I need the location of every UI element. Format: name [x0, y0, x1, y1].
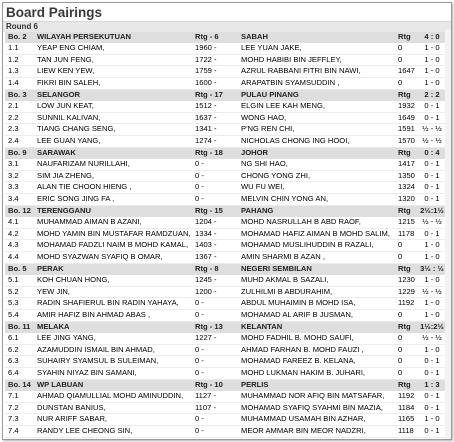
white-player: KOH CHUAN HONG, [37, 275, 195, 286]
game-result: ½ - ½ [418, 124, 446, 136]
match-score: 1 : 3 [418, 379, 446, 390]
white-player: AMIR HAFIZ BIN AHMAD ABAS , [37, 310, 195, 322]
white-rating: 1600 - [195, 78, 237, 90]
match-header [5, 379, 446, 390]
game-result: ½ - ½ [418, 286, 446, 298]
game-number: 3.1 [5, 159, 37, 170]
team1-name: PERAK [37, 263, 195, 274]
white-rating: 1227 - [195, 333, 237, 344]
white-player: ERIC SONG JING FA , [37, 194, 195, 206]
pairing-row [5, 66, 446, 78]
game-number: 4.4 [5, 252, 37, 264]
black-player: NICHOLAS CHONG ING HOOI, [241, 136, 396, 148]
white-rating: 1512 - [195, 101, 237, 112]
white-player: LEE JING YANG, [37, 333, 195, 344]
game-number: 7.4 [5, 426, 37, 438]
black-rating: 0 [396, 368, 418, 380]
match-header [5, 205, 446, 216]
board-number: Bo. 3 [5, 89, 37, 100]
white-rating: 0 - [195, 310, 237, 322]
pairing-row [5, 194, 446, 206]
white-player: AHMAD QIAMULLIAL MOHD AMINUDDIN, [37, 391, 195, 402]
white-rating: 1722 - [195, 54, 237, 66]
black-rating: 1649 [396, 112, 418, 124]
white-player: LEE GUAN YANG, [37, 136, 195, 148]
black-rating: 1417 [396, 159, 418, 170]
match-score: 4 : 0 [418, 32, 446, 43]
match-score: 2½:1½ [418, 205, 446, 216]
game-number: 7.1 [5, 391, 37, 402]
game-result: 0 - 1 [418, 182, 446, 194]
team2-name: PULAU PINANG [241, 89, 396, 100]
white-rating: 1200 - [195, 286, 237, 298]
pairing-row [5, 240, 446, 252]
team2-name: PERLIS [241, 379, 396, 390]
black-rating: 1230 [396, 275, 418, 286]
black-rating: 0 [396, 252, 418, 264]
game-number: 5.1 [5, 275, 37, 286]
black-rating: 1570 [396, 136, 418, 148]
black-player: MUHAMMAD USAMAH BIN AZHAR, [241, 414, 396, 426]
black-rating: 1184 [396, 402, 418, 414]
match-header [5, 32, 446, 43]
pairing-row [5, 101, 446, 112]
white-player: DUNSTAN BANIUS, [37, 402, 195, 414]
black-player: MUHAMMAD NOR AFIQ BIN MATSAFAR, [241, 391, 396, 402]
team2-name: JOHOR [241, 147, 396, 158]
team2-name: PAHANG [241, 205, 396, 216]
game-result: 0 - 1 [418, 426, 446, 438]
black-rating: 0 [396, 344, 418, 356]
game-number: 4.1 [5, 217, 37, 228]
white-player: MUHAMMAD AIMAN B AZANI, [37, 217, 195, 228]
pairing-row [5, 333, 446, 344]
team2-name: SABAH [241, 32, 396, 43]
pairing-row [5, 136, 446, 148]
black-rating: 1118 [396, 426, 418, 438]
team1-rating: Rtg - 15 [195, 205, 237, 216]
pairing-row [5, 402, 446, 414]
black-player: MOHAMAD SYAFIQ SYAHMI BIN MAZIA, [241, 402, 396, 414]
pairing-row [5, 124, 446, 136]
black-rating: 1165 [396, 414, 418, 426]
black-rating: 1591 [396, 124, 418, 136]
white-player: SUNNIL KALIVAN, [37, 112, 195, 124]
game-result: 0 - 1 [418, 391, 446, 402]
board-number: Bo. 9 [5, 147, 37, 158]
black-rating: 1229 [396, 286, 418, 298]
white-player: RANDY LEE CHEONG SIN, [37, 426, 195, 438]
team1-rating: Rtg - 8 [195, 263, 237, 274]
black-player: MOHAMAD FAREEZ B. KELANA, [241, 356, 396, 368]
black-player: MOHD NASRULLAH B ABD RAOF, [241, 217, 396, 228]
game-result: 0 - 1 [418, 368, 446, 380]
game-result: 0 - 1 [418, 170, 446, 182]
pairing-row [5, 426, 446, 438]
match-header [5, 321, 446, 332]
board-pairings-panel [2, 2, 452, 440]
white-player: ALAN TIE CHOON HIENG , [37, 182, 195, 194]
game-result: 0 - 1 [418, 101, 446, 112]
black-rating: 0 [396, 240, 418, 252]
vertical-scrollbar[interactable] [445, 29, 451, 439]
game-number: 1.3 [5, 66, 37, 78]
game-result: 1 - 0 [418, 240, 446, 252]
black-player: ELGIN LEE KAH MENG, [241, 101, 396, 112]
pairing-row [5, 170, 446, 182]
pairing-row [5, 54, 446, 66]
game-result: 1 - 0 [418, 344, 446, 356]
black-player: MOHAMAD MUSLIHUDDIN B RAZALI, [241, 240, 396, 252]
black-rating: 1350 [396, 170, 418, 182]
match-score: 3½ : ½ [418, 263, 446, 274]
pairing-row [5, 286, 446, 298]
match-header [5, 263, 446, 274]
white-rating: 1127 - [195, 391, 237, 402]
black-player: MELVIN CHIN YONG AN, [241, 194, 396, 206]
game-number: 2.2 [5, 112, 37, 124]
game-result: 0 - 1 [418, 159, 446, 170]
pairing-row [5, 217, 446, 228]
game-result: 1 - 0 [418, 66, 446, 78]
pairing-row [5, 159, 446, 170]
team1-name: TERENGGANU [37, 205, 195, 216]
match-header [5, 147, 446, 158]
pairing-row [5, 298, 446, 310]
game-number: 2.1 [5, 101, 37, 112]
game-number: 1.1 [5, 43, 37, 54]
black-rating: 1320 [396, 194, 418, 206]
team1-rating: Rtg - 18 [195, 147, 237, 158]
game-number: 6.2 [5, 344, 37, 356]
pairing-row [5, 252, 446, 264]
white-rating: 0 - [195, 368, 237, 380]
game-result: 1 - 0 [418, 298, 446, 310]
white-rating: 0 - [195, 414, 237, 426]
game-number: 7.3 [5, 414, 37, 426]
black-player: MOHD HABIBI BIN JEFFLEY, [241, 54, 396, 66]
board-number: Bo. 5 [5, 263, 37, 274]
black-rating: 1215 [396, 217, 418, 228]
white-rating: 1367 - [195, 252, 237, 264]
black-player: AHMAD FARHAN B. MOHD FAUZI , [241, 344, 396, 356]
pairing-row [5, 43, 446, 54]
game-number: 6.4 [5, 368, 37, 380]
game-result: 1 - 0 [418, 43, 446, 54]
board-number: Bo. 14 [5, 379, 37, 390]
game-result: 1 - 0 [418, 414, 446, 426]
team2-rating-label: Rtg [396, 379, 418, 390]
game-number: 4.2 [5, 228, 37, 240]
black-player: ABDUL MUHAIMIN B MOHD ISA, [241, 298, 396, 310]
match-score: 0 : 4 [418, 147, 446, 158]
black-player: WONG HAO, [241, 112, 396, 124]
pairing-row [5, 391, 446, 402]
white-player: RADIN SHAFIERUL BIN RADIN YAHAYA, [37, 298, 195, 310]
white-player: LOW JUN KEAT, [37, 101, 195, 112]
game-number: 2.3 [5, 124, 37, 136]
team1-rating: Rtg - 13 [195, 321, 237, 332]
white-rating: 1274 - [195, 136, 237, 148]
game-result: 1 - 0 [418, 252, 446, 264]
white-rating: 1107 - [195, 402, 237, 414]
game-number: 3.3 [5, 182, 37, 194]
game-result: ½ - ½ [418, 136, 446, 148]
team2-name: KELANTAN [241, 321, 396, 332]
team1-rating: Rtg - 6 [195, 32, 237, 43]
game-result: 1 - 0 [418, 310, 446, 322]
game-result: 0 - 1 [418, 402, 446, 414]
game-number: 5.2 [5, 286, 37, 298]
game-result: 1 - 0 [418, 54, 446, 66]
pairings-table [5, 32, 446, 438]
black-rating: 1192 [396, 391, 418, 402]
black-player: MUHD AKMAL B SAZALI, [241, 275, 396, 286]
game-number: 7.2 [5, 402, 37, 414]
white-rating: 1341 - [195, 124, 237, 136]
team2-name: NEGERI SEMBILAN [241, 263, 396, 274]
pairing-row [5, 275, 446, 286]
pairing-row [5, 112, 446, 124]
white-player: LIEW KEN YEW, [37, 66, 195, 78]
white-rating: 1403 - [195, 240, 237, 252]
game-result: 1 - 0 [418, 275, 446, 286]
match-header [5, 89, 446, 100]
black-rating: 1178 [396, 228, 418, 240]
team2-rating-label: Rtg [396, 147, 418, 158]
board-number: Bo. 2 [5, 32, 37, 43]
pairing-row [5, 182, 446, 194]
black-player: MEOR AMMAR BIN MEOR NADZRI, [241, 426, 396, 438]
white-rating: 1637 - [195, 112, 237, 124]
white-player: TAN JUN FENG, [37, 54, 195, 66]
pairing-row [5, 228, 446, 240]
black-player: ZULHILMI B ABDURAHIM, [241, 286, 396, 298]
black-rating: 1192 [396, 298, 418, 310]
team1-name: SELANGOR [37, 89, 195, 100]
black-rating: 0 [396, 54, 418, 66]
black-player: AMIN SHARMI B AZAN , [241, 252, 396, 264]
game-number: 5.3 [5, 298, 37, 310]
black-rating: 0 [396, 43, 418, 54]
white-player: AZAMUDDIN ISMAIL BIN AHMAD, [37, 344, 195, 356]
black-rating: 1932 [396, 101, 418, 112]
team1-rating: Rtg - 10 [195, 379, 237, 390]
white-player: MOHD YAMIN BIN MUSTAFAR RAMDZUAN, [37, 228, 195, 240]
game-number: 2.4 [5, 136, 37, 148]
pairing-row [5, 368, 446, 380]
white-player: MOHAMAD FADZLI NAIM B MOHD KAMAL, [37, 240, 195, 252]
black-rating: 0 [396, 356, 418, 368]
team1-name: WP LABUAN [37, 379, 195, 390]
white-rating: 1204 - [195, 217, 237, 228]
white-rating: 1960 - [195, 43, 237, 54]
black-player: MOHD LUKMAN HAKIM B. JUHARI, [241, 368, 396, 380]
white-rating: 1245 - [195, 275, 237, 286]
page-title: Board Pairings [6, 5, 103, 20]
game-result: 0 - 1 [418, 194, 446, 206]
black-player: MOHAMAD AL ARIF B JUSMAN, [241, 310, 396, 322]
team2-rating-label: Rtg [396, 321, 418, 332]
white-rating: 0 - [195, 170, 237, 182]
game-result: 0 - 1 [418, 356, 446, 368]
black-player: WU FU WEI, [241, 182, 396, 194]
team2-rating-label: Rtg [396, 32, 418, 43]
game-number: 6.3 [5, 356, 37, 368]
game-result: ½ - ½ [418, 333, 446, 344]
board-number: Bo. 12 [5, 205, 37, 216]
game-result: 0 - 1 [418, 112, 446, 124]
black-rating: 0 [396, 78, 418, 90]
white-rating: 0 - [195, 194, 237, 206]
game-number: 3.4 [5, 194, 37, 206]
board-number: Bo. 11 [5, 321, 37, 332]
team1-name: SARAWAK [37, 147, 195, 158]
black-player: MOHAMAD HAFIZ AIMAN B MOHD SALIM, [241, 228, 396, 240]
white-player: YEAP ENG CHIAM, [37, 43, 195, 54]
pairing-row [5, 310, 446, 322]
black-rating: 1324 [396, 182, 418, 194]
team1-rating: Rtg - 17 [195, 89, 237, 100]
black-player: NG SHI HAO, [241, 159, 396, 170]
white-player: SYAHIN NIYAZ BIN SAMANI, [37, 368, 195, 380]
pairing-row [5, 414, 446, 426]
game-number: 3.2 [5, 170, 37, 182]
white-rating: 0 - [195, 182, 237, 194]
game-result: ½ - ½ [418, 217, 446, 228]
match-score: 1½:2½ [418, 321, 446, 332]
white-player: YEW JIN, [37, 286, 195, 298]
white-rating: 0 - [195, 356, 237, 368]
pairing-row [5, 78, 446, 90]
team2-rating-label: Rtg [396, 263, 418, 274]
black-player: AZRUL RABBANI FITRI BIN NAWI, [241, 66, 396, 78]
game-number: 1.4 [5, 78, 37, 90]
white-rating: 0 - [195, 426, 237, 438]
white-player: MOHD SYAZWAN SYAFIQ B OMAR, [37, 252, 195, 264]
white-rating: 0 - [195, 344, 237, 356]
white-rating: 0 - [195, 298, 237, 310]
black-rating: 0 [396, 310, 418, 322]
game-number: 5.4 [5, 310, 37, 322]
black-player: MOHD FADHIL B. MOHD SAUFI, [241, 333, 396, 344]
pairing-row [5, 344, 446, 356]
white-rating: 0 - [195, 159, 237, 170]
black-player: ARAPATBIN SYAMSUDDIN , [241, 78, 396, 90]
black-rating: 0 [396, 333, 418, 344]
round-label: Round 6 [3, 21, 451, 32]
game-result: 1 - 0 [418, 78, 446, 90]
game-result: 0 - 1 [418, 228, 446, 240]
team2-rating-label: Rtg [396, 205, 418, 216]
game-number: 1.2 [5, 54, 37, 66]
white-player: SUHAIRY SYAMSUL B SULEIMAN, [37, 356, 195, 368]
team1-name: WILAYAH PERSEKUTUAN [37, 32, 195, 43]
game-number: 4.3 [5, 240, 37, 252]
white-player: SIM JIA ZHENG, [37, 170, 195, 182]
white-player: FIKRI BIN SALEH, [37, 78, 195, 90]
team1-name: MELAKA [37, 321, 195, 332]
white-rating: 1334 - [195, 228, 237, 240]
pairing-row [5, 356, 446, 368]
white-player: TIANG CHANG SENG, [37, 124, 195, 136]
black-player: CHONG YONG ZHI, [241, 170, 396, 182]
game-number: 6.1 [5, 333, 37, 344]
team2-rating-label: Rtg [396, 89, 418, 100]
match-score: 2 : 2 [418, 89, 446, 100]
black-player: LEE YUAN JAKE, [241, 43, 396, 54]
black-rating: 1647 [396, 66, 418, 78]
black-player: P'NG REN CHI, [241, 124, 396, 136]
white-player: NAUFARIZAM NURILLAHI, [37, 159, 195, 170]
white-rating: 1759 - [195, 66, 237, 78]
white-player: NUR ARIFF SABAR, [37, 414, 195, 426]
